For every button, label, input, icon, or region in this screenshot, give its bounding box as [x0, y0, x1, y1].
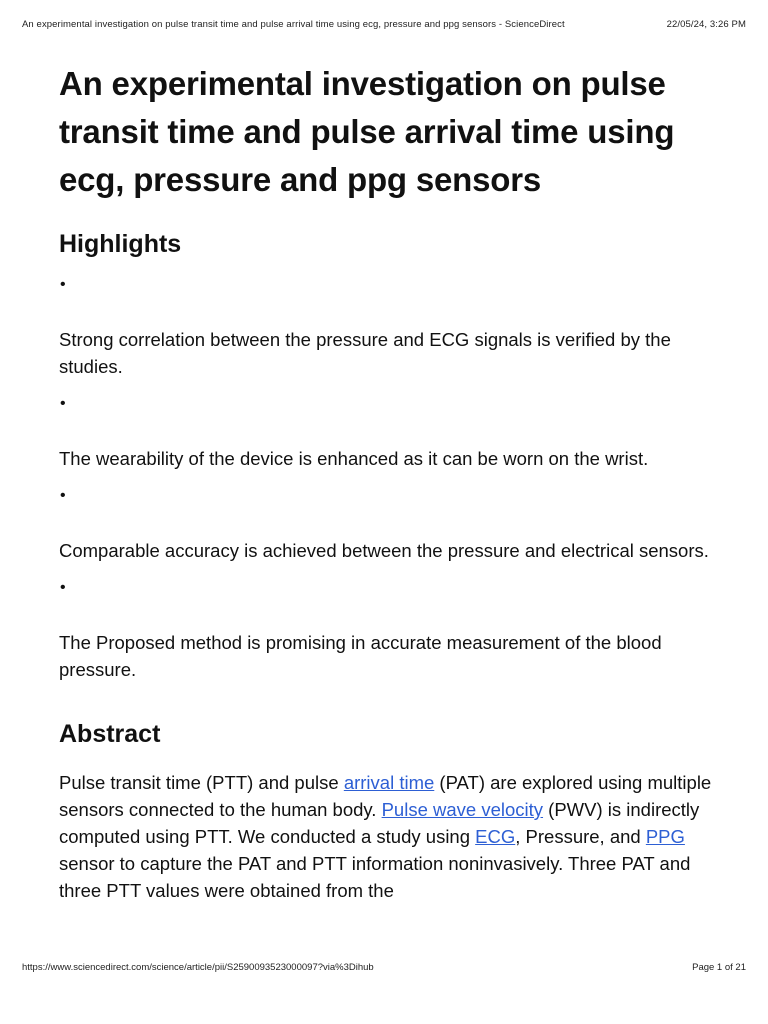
- list-item: [59, 578, 719, 683]
- highlights-heading: Highlights: [59, 230, 182, 258]
- print-footer: [22, 962, 746, 976]
- highlights-list: [59, 275, 719, 683]
- header-timestamp: 22/05/24, 3:26 PM: [666, 19, 746, 30]
- footer-page-number: Page 1 of 21: [692, 962, 746, 973]
- bullet-icon: •: [60, 579, 66, 596]
- list-item: [59, 394, 719, 472]
- abstract-text: sensor to capture the PAT and PTT information noninvasively. Three PAT and three PTT values were obtained from the: [59, 853, 691, 901]
- footer-url: https://www.sciencedirect.com/science/article/pii/S2590093523000097?via%3Dihub: [22, 962, 374, 973]
- abstract-text: Pulse transit time (PTT) and pulse: [59, 772, 344, 793]
- article-content: [59, 60, 719, 904]
- print-header: [22, 19, 746, 33]
- highlight-text: Comparable accuracy is achieved between the pressure and electrical sensors.: [59, 540, 709, 561]
- ppg-link[interactable]: PPG: [645, 826, 685, 847]
- header-document-title: An experimental investigation on pulse transit time and pulse arrival time using ecg, pressure and ppg sensors - ScienceDirect: [22, 19, 565, 30]
- list-item: [59, 275, 719, 380]
- list-item: [59, 486, 719, 564]
- highlight-text: The wearability of the device is enhanced as it can be worn on the wrist.: [59, 448, 649, 469]
- abstract-text: , Pressure, and: [515, 826, 646, 847]
- abstract-paragraph: [59, 769, 719, 904]
- highlight-text: Strong correlation between the pressure and ECG signals is verified by the studies.: [59, 329, 671, 377]
- pulse-wave-velocity-link[interactable]: Pulse wave velocity: [381, 799, 544, 820]
- bullet-icon: •: [60, 487, 66, 504]
- highlight-text: The Proposed method is promising in accurate measurement of the blood pressure.: [59, 632, 662, 680]
- arrival-time-link[interactable]: arrival time: [343, 772, 435, 793]
- bullet-icon: •: [60, 276, 66, 293]
- article-title: An experimental investigation on pulse transit time and pulse arrival time using ecg, pressure and ppg sensors: [59, 65, 675, 198]
- bullet-icon: •: [60, 395, 66, 412]
- abstract-text: (PWV) is indirectly computed using PTT. We conducted a study using: [59, 799, 700, 847]
- abstract-heading: Abstract: [59, 720, 161, 748]
- abstract-text: (PAT) are explored using multiple sensors connected to the human body.: [59, 772, 712, 820]
- ecg-link[interactable]: ECG: [475, 826, 516, 847]
